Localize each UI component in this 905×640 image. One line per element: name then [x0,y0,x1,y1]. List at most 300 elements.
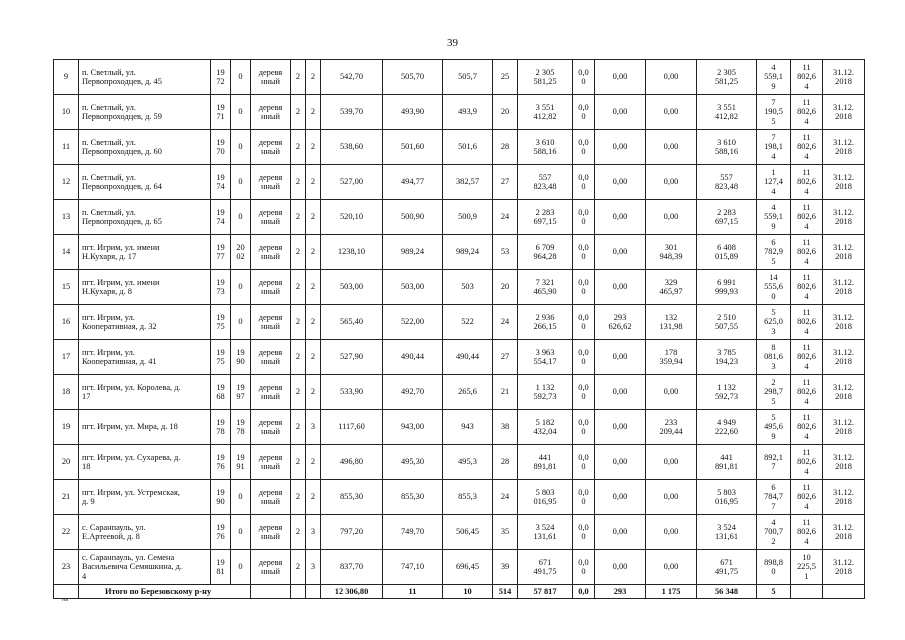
cost-regional-cell: 0,00 [595,235,646,270]
cost-extra-cell: 2 510 507,55 [697,305,757,340]
wall-material-cell: деревя нный [251,305,291,340]
year-built-cell: 19 81 [211,550,231,585]
cost-regional-cell: 0,00 [595,480,646,515]
address-cell: п. Светлый, ул. Первопроходцев, д. 59 [79,95,211,130]
sections-cell: 2 [306,305,321,340]
wall-material-cell: деревя нный [251,480,291,515]
deadline-date-cell: 31.12. 2018 [823,60,865,95]
cost-per-unit-cell: 6 784,7 7 [757,480,791,515]
area-living-cell: 493,90 [383,95,443,130]
row-number-cell: 22 [54,515,79,550]
residents-cell: 39 [493,550,518,585]
cost-federal-cell: 0,0 0 [573,200,595,235]
floors-cell: 2 [291,165,306,200]
cost-per-unit-cell: 1 127,4 4 [757,165,791,200]
total-empty-cell [291,585,306,599]
cost-norm-cell: 11 802,6 4 [791,375,823,410]
cost-per-unit-cell: 5 495,6 9 [757,410,791,445]
cost-extra-cell: 6 991 999,93 [697,270,757,305]
year-recognized-cell: 19 97 [231,375,251,410]
table-row [54,375,865,410]
residents-cell: 24 [493,305,518,340]
year-recognized-cell: 0 [231,515,251,550]
cost-total-cell: 5 803 016,95 [518,480,573,515]
year-recognized-cell: 0 [231,480,251,515]
table-row [54,60,865,95]
area-living-cell: 747,10 [383,550,443,585]
total-empty-cell [791,585,823,599]
area-total-cell: 565,40 [321,305,383,340]
year-recognized-cell: 0 [231,130,251,165]
wall-material-cell: деревя нный [251,410,291,445]
cost-federal-cell: 0,0 0 [573,515,595,550]
deadline-date-cell: 31.12. 2018 [823,165,865,200]
cost-extra-cell: 3 524 131,61 [697,515,757,550]
total-per-unit: 5 [757,585,791,599]
table-row [54,95,865,130]
year-built-cell: 19 75 [211,340,231,375]
row-number-cell: 21 [54,480,79,515]
area-emergency-cell: 696,45 [443,550,493,585]
table-body [54,60,865,585]
area-emergency-cell: 382,57 [443,165,493,200]
residents-cell: 20 [493,270,518,305]
deadline-date-cell: 31.12. 2018 [823,200,865,235]
cost-norm-cell: 11 802,6 4 [791,130,823,165]
cost-local-cell: 178 359,94 [646,340,697,375]
area-total-cell: 1117,60 [321,410,383,445]
address-cell: с. Саранпауль, ул. Е.Артеевой, д. 8 [79,515,211,550]
cost-total-cell: 441 891,81 [518,445,573,480]
row-number-cell: 14 [54,235,79,270]
sections-cell: 2 [306,200,321,235]
cost-extra-cell: 557 823,48 [697,165,757,200]
cost-federal-cell: 0,0 0 [573,130,595,165]
sections-cell: 3 [306,515,321,550]
total-area-emergency: 10 [443,585,493,599]
cost-local-cell: 0,00 [646,200,697,235]
sections-cell: 2 [306,340,321,375]
cost-federal-cell: 0,0 0 [573,270,595,305]
cost-extra-cell: 5 803 016,95 [697,480,757,515]
address-cell: пгт. Игрим, ул. Устремская, д. 9 [79,480,211,515]
year-built-cell: 19 74 [211,200,231,235]
residents-cell: 20 [493,95,518,130]
address-cell: пгт. Игрим, ул. Кооперативная, д. 32 [79,305,211,340]
sections-cell: 2 [306,130,321,165]
wall-material-cell: деревя нный [251,550,291,585]
deadline-date-cell: 31.12. 2018 [823,340,865,375]
year-recognized-cell: 0 [231,305,251,340]
cost-norm-cell: 10 225,5 1 [791,550,823,585]
address-cell: п. Светлый, ул. Первопроходцев, д. 60 [79,130,211,165]
area-living-cell: 494,77 [383,165,443,200]
area-emergency-cell: 505,7 [443,60,493,95]
row-number-cell: 16 [54,305,79,340]
cost-regional-cell: 0,00 [595,270,646,305]
cost-regional-cell: 0,00 [595,165,646,200]
deadline-date-cell: 31.12. 2018 [823,375,865,410]
cost-total-cell: 557 823,48 [518,165,573,200]
wall-material-cell: деревя нный [251,445,291,480]
cost-total-cell: 2 936 266,15 [518,305,573,340]
floors-cell: 2 [291,480,306,515]
cost-total-cell: 5 182 432,04 [518,410,573,445]
year-built-cell: 19 70 [211,130,231,165]
cost-regional-cell: 0,00 [595,95,646,130]
area-total-cell: 533,90 [321,375,383,410]
cost-federal-cell: 0,0 0 [573,445,595,480]
total-extra: 56 348 [697,585,757,599]
cost-extra-cell: 3 785 194,23 [697,340,757,375]
year-recognized-cell: 20 02 [231,235,251,270]
cost-federal-cell: 0,0 0 [573,95,595,130]
cost-per-unit-cell: 898,8 0 [757,550,791,585]
row-number-cell: 19 [54,410,79,445]
table-row [54,410,865,445]
cost-total-cell: 7 321 465,90 [518,270,573,305]
cost-local-cell: 0,00 [646,515,697,550]
cost-regional-cell: 0,00 [595,375,646,410]
row-number-cell: 9 [54,60,79,95]
residents-cell: 28 [493,445,518,480]
cost-norm-cell: 11 802,6 4 [791,515,823,550]
table-row [54,130,865,165]
cost-norm-cell: 11 802,6 4 [791,340,823,375]
cost-per-unit-cell: 5 625,0 3 [757,305,791,340]
address-cell: п. Светлый, ул. Первопроходцев, д. 65 [79,200,211,235]
area-living-cell: 855,30 [383,480,443,515]
cost-per-unit-cell: 14 555,6 0 [757,270,791,305]
floors-cell: 2 [291,270,306,305]
address-cell: п. Светлый, ул. Первопроходцев, д. 64 [79,165,211,200]
table-row [54,340,865,375]
area-emergency-cell: 503 [443,270,493,305]
address-cell: пгт. Игрим, ул. Королева, д. 17 [79,375,211,410]
cost-per-unit-cell: 6 782,9 5 [757,235,791,270]
table-row [54,550,865,585]
wall-material-cell: деревя нный [251,235,291,270]
area-emergency-cell: 495,3 [443,445,493,480]
area-total-cell: 520,10 [321,200,383,235]
floors-cell: 2 [291,410,306,445]
table-row [54,200,865,235]
total-area-living: 11 [383,585,443,599]
row-number-cell: 10 [54,95,79,130]
cost-regional-cell: 0,00 [595,410,646,445]
year-built-cell: 19 77 [211,235,231,270]
cost-regional-cell: 293 626,62 [595,305,646,340]
residents-cell: 25 [493,60,518,95]
area-living-cell: 989,24 [383,235,443,270]
residents-cell: 53 [493,235,518,270]
total-empty-cell [251,585,291,599]
total-empty-cell [823,585,865,599]
area-total-cell: 837,70 [321,550,383,585]
total-residents: 514 [493,585,518,599]
cost-per-unit-cell: 7 198,1 4 [757,130,791,165]
row-number-cell: 15 [54,270,79,305]
year-recognized-cell: 0 [231,95,251,130]
total-row [54,585,865,599]
row-number-cell: 12 [54,165,79,200]
address-cell: пгт. Игрим, ул. имени Н.Кухаря, д. 17 [79,235,211,270]
area-emergency-cell: 943 [443,410,493,445]
total-cost: 57 817 [518,585,573,599]
cost-total-cell: 3 963 554,17 [518,340,573,375]
area-total-cell: 797,20 [321,515,383,550]
year-built-cell: 19 76 [211,445,231,480]
total-label: Итого по Березовскому р-ну [79,585,251,599]
cost-federal-cell: 0,0 0 [573,60,595,95]
cost-federal-cell: 0,0 0 [573,165,595,200]
sections-cell: 2 [306,60,321,95]
address-cell: пгт. Игрим, ул. Сухарева, д. 18 [79,445,211,480]
cost-extra-cell: 3 551 412,82 [697,95,757,130]
residents-cell: 21 [493,375,518,410]
deadline-date-cell: 31.12. 2018 [823,480,865,515]
year-built-cell: 19 71 [211,95,231,130]
area-total-cell: 855,30 [321,480,383,515]
cost-federal-cell: 0,0 0 [573,340,595,375]
address-cell: пгт. Игрим, ул. Мира, д. 18 [79,410,211,445]
cost-per-unit-cell: 4 559,1 9 [757,60,791,95]
cost-total-cell: 2 305 581,25 [518,60,573,95]
cost-local-cell: 0,00 [646,480,697,515]
cost-regional-cell: 0,00 [595,60,646,95]
area-living-cell: 943,00 [383,410,443,445]
deadline-date-cell: 31.12. 2018 [823,445,865,480]
year-built-cell: 19 75 [211,305,231,340]
year-built-cell: 19 76 [211,515,231,550]
sections-cell: 2 [306,235,321,270]
year-recognized-cell: 19 90 [231,340,251,375]
cost-federal-cell: 0,0 0 [573,410,595,445]
total-area-total: 12 306,80 [321,585,383,599]
floors-cell: 2 [291,550,306,585]
cost-norm-cell: 11 802,6 4 [791,235,823,270]
year-built-cell: 19 68 [211,375,231,410]
year-built-cell: 19 78 [211,410,231,445]
year-built-cell: 19 72 [211,60,231,95]
cost-extra-cell: 4 949 222,60 [697,410,757,445]
floors-cell: 2 [291,235,306,270]
cost-regional-cell: 0,00 [595,130,646,165]
sections-cell: 3 [306,550,321,585]
year-built-cell: 19 73 [211,270,231,305]
area-total-cell: 503,00 [321,270,383,305]
cost-norm-cell: 11 802,6 4 [791,165,823,200]
area-total-cell: 496,80 [321,445,383,480]
row-number-cell: 11 [54,130,79,165]
deadline-date-cell: 31.12. 2018 [823,95,865,130]
area-living-cell: 749,70 [383,515,443,550]
area-total-cell: 538,60 [321,130,383,165]
cost-regional-cell: 0,00 [595,340,646,375]
sections-cell: 2 [306,270,321,305]
cost-local-cell: 0,00 [646,95,697,130]
residents-cell: 38 [493,410,518,445]
residents-cell: 28 [493,130,518,165]
cost-total-cell: 671 491,75 [518,550,573,585]
sections-cell: 2 [306,375,321,410]
row-number-cell: 20 [54,445,79,480]
floors-cell: 2 [291,305,306,340]
wall-material-cell: деревя нный [251,375,291,410]
address-cell: с. Саранпауль, ул. Семена Васильевича Семяшкина, д. 4 [79,550,211,585]
area-living-cell: 490,44 [383,340,443,375]
area-emergency-cell: 522 [443,305,493,340]
total-regional: 293 [595,585,646,599]
residents-cell: 24 [493,480,518,515]
area-living-cell: 522,00 [383,305,443,340]
cost-local-cell: 132 131,98 [646,305,697,340]
area-living-cell: 501,60 [383,130,443,165]
floors-cell: 2 [291,375,306,410]
area-living-cell: 500,90 [383,200,443,235]
cost-extra-cell: 2 283 697,15 [697,200,757,235]
area-living-cell: 503,00 [383,270,443,305]
sections-cell: 2 [306,95,321,130]
corner-mark: ни [62,597,69,603]
row-number-cell: 17 [54,340,79,375]
address-cell: п. Светлый, ул. Первопроходцев, д. 45 [79,60,211,95]
area-emergency-cell: 506,45 [443,515,493,550]
wall-material-cell: деревя нный [251,165,291,200]
table-row [54,445,865,480]
cost-local-cell: 329 465,97 [646,270,697,305]
cost-norm-cell: 11 802,6 4 [791,410,823,445]
year-recognized-cell: 0 [231,200,251,235]
cost-norm-cell: 11 802,6 4 [791,305,823,340]
cost-total-cell: 1 132 592,73 [518,375,573,410]
area-emergency-cell: 490,44 [443,340,493,375]
cost-local-cell: 0,00 [646,550,697,585]
cost-norm-cell: 11 802,6 4 [791,270,823,305]
area-living-cell: 505,70 [383,60,443,95]
area-living-cell: 492,70 [383,375,443,410]
page-number: 39 [447,37,458,49]
cost-per-unit-cell: 4 700,7 2 [757,515,791,550]
wall-material-cell: деревя нный [251,200,291,235]
sections-cell: 2 [306,480,321,515]
year-recognized-cell: 19 78 [231,410,251,445]
cost-local-cell: 0,00 [646,60,697,95]
floors-cell: 2 [291,60,306,95]
total-empty-cell [306,585,321,599]
cost-federal-cell: 0,0 0 [573,480,595,515]
sections-cell: 3 [306,410,321,445]
cost-federal-cell: 0,0 0 [573,305,595,340]
cost-total-cell: 2 283 697,15 [518,200,573,235]
deadline-date-cell: 31.12. 2018 [823,550,865,585]
cost-federal-cell: 0,0 0 [573,375,595,410]
cost-regional-cell: 0,00 [595,200,646,235]
cost-per-unit-cell: 892,1 7 [757,445,791,480]
row-number-cell: 18 [54,375,79,410]
table-row [54,305,865,340]
year-recognized-cell: 0 [231,270,251,305]
total-federal: 0,0 [573,585,595,599]
cost-per-unit-cell: 8 081,6 3 [757,340,791,375]
area-emergency-cell: 855,3 [443,480,493,515]
year-built-cell: 19 90 [211,480,231,515]
floors-cell: 2 [291,95,306,130]
address-cell: пгт. Игрим, ул. имени Н.Кухаря, д. 8 [79,270,211,305]
cost-per-unit-cell: 4 559,1 9 [757,200,791,235]
wall-material-cell: деревя нный [251,340,291,375]
cost-local-cell: 0,00 [646,445,697,480]
residents-cell: 24 [493,200,518,235]
residents-cell: 27 [493,340,518,375]
cost-total-cell: 3 524 131,61 [518,515,573,550]
cost-norm-cell: 11 802,6 4 [791,445,823,480]
cost-regional-cell: 0,00 [595,445,646,480]
cost-extra-cell: 441 891,81 [697,445,757,480]
area-total-cell: 539,70 [321,95,383,130]
year-recognized-cell: 0 [231,165,251,200]
year-recognized-cell: 19 91 [231,445,251,480]
table-row [54,515,865,550]
area-total-cell: 527,90 [321,340,383,375]
cost-local-cell: 301 948,39 [646,235,697,270]
deadline-date-cell: 31.12. 2018 [823,410,865,445]
deadline-date-cell: 31.12. 2018 [823,305,865,340]
housing-register-table [53,59,865,599]
floors-cell: 2 [291,130,306,165]
floors-cell: 2 [291,340,306,375]
cost-federal-cell: 0,0 0 [573,235,595,270]
cost-norm-cell: 11 802,6 4 [791,480,823,515]
address-cell: пгт. Игрим, ул. Кооперативная, д. 41 [79,340,211,375]
area-emergency-cell: 265,6 [443,375,493,410]
cost-regional-cell: 0,00 [595,515,646,550]
cost-total-cell: 6 709 964,28 [518,235,573,270]
year-recognized-cell: 0 [231,60,251,95]
wall-material-cell: деревя нный [251,60,291,95]
wall-material-cell: деревя нный [251,515,291,550]
area-total-cell: 527,00 [321,165,383,200]
area-emergency-cell: 500,9 [443,200,493,235]
cost-local-cell: 233 209,44 [646,410,697,445]
sections-cell: 2 [306,445,321,480]
cost-extra-cell: 1 132 592,73 [697,375,757,410]
residents-cell: 27 [493,165,518,200]
cost-local-cell: 0,00 [646,130,697,165]
cost-extra-cell: 671 491,75 [697,550,757,585]
year-recognized-cell: 0 [231,550,251,585]
total-local: 1 175 [646,585,697,599]
wall-material-cell: деревя нный [251,95,291,130]
deadline-date-cell: 31.12. 2018 [823,270,865,305]
cost-per-unit-cell: 7 190,5 5 [757,95,791,130]
table-row [54,270,865,305]
floors-cell: 2 [291,515,306,550]
area-total-cell: 1238,10 [321,235,383,270]
table-row [54,165,865,200]
wall-material-cell: деревя нный [251,130,291,165]
floors-cell: 2 [291,445,306,480]
area-emergency-cell: 989,24 [443,235,493,270]
cost-extra-cell: 3 610 588,16 [697,130,757,165]
cost-federal-cell: 0,0 0 [573,550,595,585]
cost-norm-cell: 11 802,6 4 [791,95,823,130]
row-number-cell: 23 [54,550,79,585]
area-emergency-cell: 493,9 [443,95,493,130]
area-living-cell: 495,30 [383,445,443,480]
deadline-date-cell: 31.12. 2018 [823,235,865,270]
cost-norm-cell: 11 802,6 4 [791,60,823,95]
